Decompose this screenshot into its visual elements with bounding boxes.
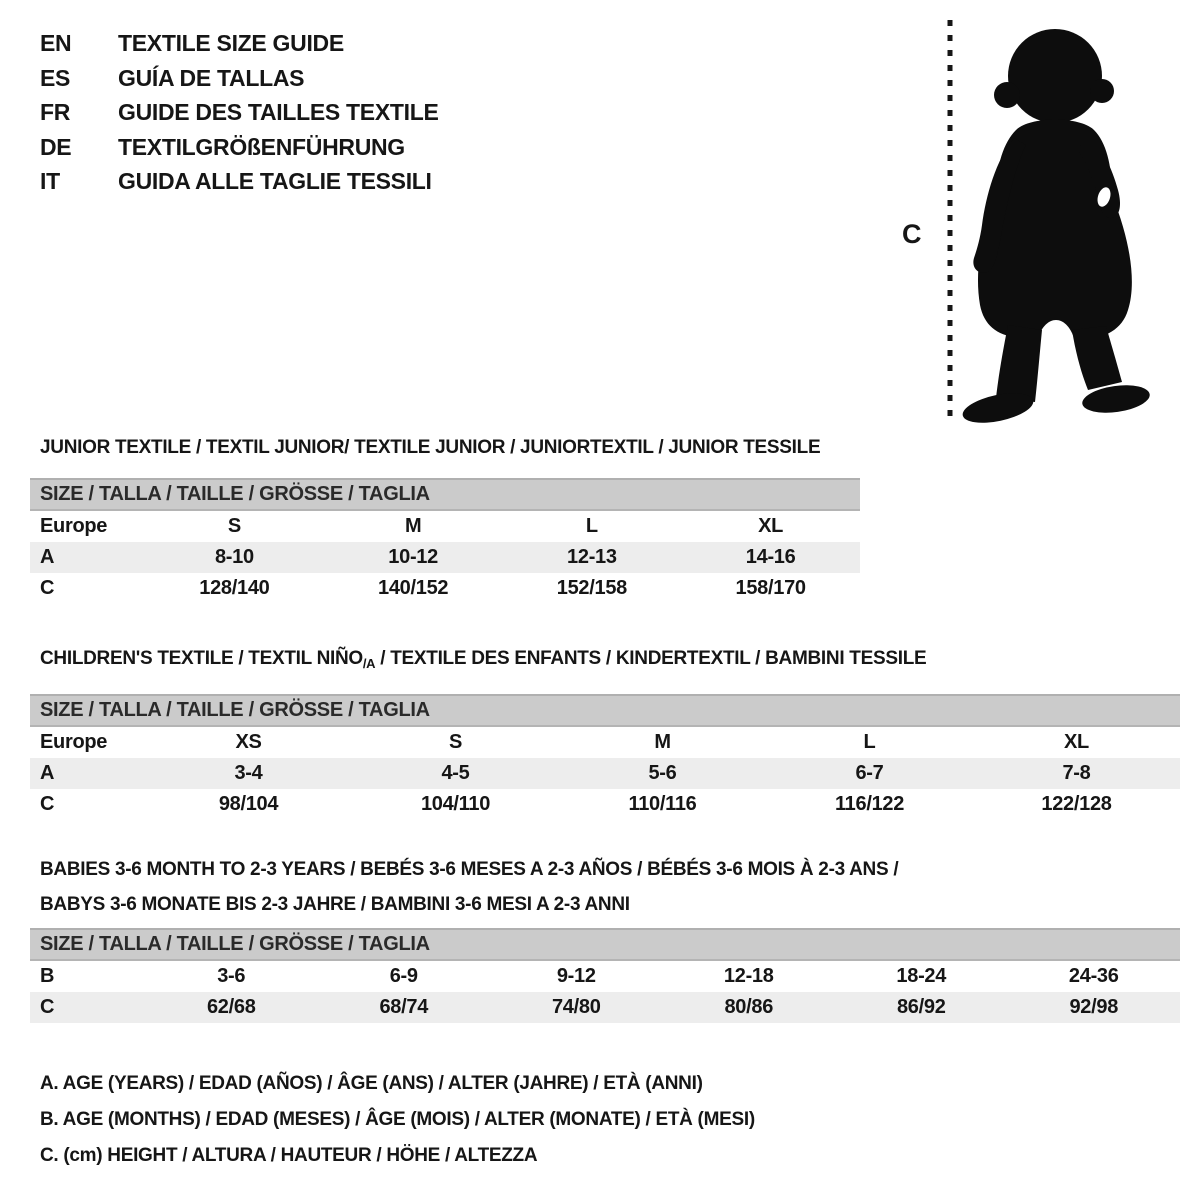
age-cell: 8-10 bbox=[214, 546, 254, 568]
row-label: C bbox=[40, 793, 55, 815]
height-cell: 122/128 bbox=[1041, 793, 1112, 815]
table-row-europe bbox=[30, 511, 860, 542]
age-cell: 6-7 bbox=[855, 762, 884, 784]
table-row-height bbox=[30, 992, 1180, 1023]
height-cell: 92/98 bbox=[1069, 996, 1119, 1018]
footnote-age-months: B. AGE (MONTHS) / EDAD (MESES) / ÂGE (MOIS) / ALTER (MONATE) / ETÀ (MESI) bbox=[40, 1109, 755, 1130]
age-cell: 7-8 bbox=[1062, 762, 1091, 784]
height-cell: 62/68 bbox=[206, 996, 256, 1018]
toddler-body bbox=[960, 29, 1151, 428]
row-label: C bbox=[40, 577, 55, 599]
size-cell: XS bbox=[235, 731, 262, 753]
language-row-en bbox=[40, 26, 439, 61]
language-row-de bbox=[40, 130, 439, 165]
footnote-age-years: A. AGE (YEARS) / EDAD (AÑOS) / ÂGE (ANS) / ALTER (JAHRE) / ETÀ (ANNI) bbox=[40, 1073, 703, 1094]
language-title: GUIDE DES TAILLES TEXTILE bbox=[118, 99, 439, 125]
language-row-it bbox=[40, 164, 439, 199]
language-code: IT bbox=[40, 168, 60, 194]
size-cell: XL bbox=[758, 515, 784, 537]
age-cell: 5-6 bbox=[648, 762, 677, 784]
junior-size-table bbox=[30, 511, 860, 604]
row-label: B bbox=[40, 965, 55, 987]
size-header-bar: SIZE / TALLA / TAILLE / GRÖSSE / TAGLIA bbox=[30, 928, 1180, 961]
height-cell: 140/152 bbox=[378, 577, 449, 599]
age-cell: 12-13 bbox=[567, 546, 617, 568]
height-cell: 158/170 bbox=[735, 577, 806, 599]
language-code: EN bbox=[40, 30, 72, 56]
height-cell: 116/122 bbox=[834, 793, 905, 815]
language-code: DE bbox=[40, 133, 72, 160]
row-label: A bbox=[40, 762, 55, 784]
section-children-textile bbox=[30, 648, 1180, 820]
height-cell: 128/140 bbox=[199, 577, 270, 599]
babies-section-title-line2: BABYS 3-6 MONATE BIS 2-3 JAHRE / BAMBINI 3-6 MESI A 2-3 ANNI bbox=[40, 894, 630, 915]
row-label: C bbox=[40, 996, 55, 1018]
legend-footnotes bbox=[30, 1066, 755, 1174]
section-junior-textile bbox=[30, 437, 860, 604]
row-label: Europe bbox=[40, 731, 108, 753]
row-label: Europe bbox=[40, 515, 108, 537]
age-cell: 24-36 bbox=[1068, 965, 1119, 987]
babies-size-table bbox=[30, 961, 1180, 1023]
size-header-bar: SIZE / TALLA / TAILLE / GRÖSSE / TAGLIA bbox=[30, 478, 860, 511]
babies-section-title-line1: BABIES 3-6 MONTH TO 2-3 YEARS / BEBÉS 3-6 MESES A 2-3 AÑOS / BÉBÉS 3-6 MOIS À 2-3 ANS / bbox=[40, 859, 899, 880]
size-cell: S bbox=[448, 731, 463, 753]
children-title-part2: / TEXTILE DES ENFANTS / KINDERTEXTIL / BAMBINI TESSILE bbox=[375, 648, 927, 669]
age-cell: 14-16 bbox=[745, 546, 796, 568]
size-cell: M bbox=[404, 515, 422, 537]
age-cell: 10-12 bbox=[388, 546, 438, 568]
language-row-es bbox=[40, 61, 439, 96]
height-cell: 86/92 bbox=[896, 996, 946, 1018]
section-babies-textile bbox=[30, 852, 1180, 1023]
row-label: A bbox=[40, 546, 55, 568]
age-cell: 9-12 bbox=[556, 965, 596, 987]
table-row-age bbox=[30, 758, 1180, 789]
height-figure bbox=[890, 0, 1200, 430]
children-title-part1: CHILDREN'S TEXTILE / TEXTIL NIÑO bbox=[40, 648, 363, 669]
table-row-age-months bbox=[30, 961, 1180, 992]
language-title: GUIDA ALLE TAGLIE TESSILI bbox=[118, 168, 432, 194]
language-title: TEXTILGRÖßENFÜHRUNG bbox=[118, 133, 405, 160]
height-measure-label: C bbox=[902, 219, 922, 249]
age-cell: 12-18 bbox=[723, 965, 774, 987]
language-header bbox=[40, 26, 439, 199]
height-cell: 98/104 bbox=[218, 793, 279, 815]
size-cell: M bbox=[654, 731, 671, 753]
age-cell: 6-9 bbox=[389, 965, 418, 987]
language-code: ES bbox=[40, 64, 71, 91]
size-header-bar: SIZE / TALLA / TAILLE / GRÖSSE / TAGLIA bbox=[30, 694, 1180, 727]
children-size-table bbox=[30, 727, 1180, 820]
height-cell: 110/116 bbox=[628, 793, 697, 815]
language-code: FR bbox=[40, 99, 71, 125]
height-cell: 80/86 bbox=[724, 996, 774, 1018]
size-cell: XL bbox=[1064, 731, 1089, 753]
children-title-subscript: /A bbox=[362, 656, 376, 671]
language-row-fr bbox=[40, 95, 439, 130]
height-cell: 104/110 bbox=[420, 793, 491, 815]
height-cell: 74/80 bbox=[551, 996, 601, 1018]
age-cell: 4-5 bbox=[441, 762, 470, 784]
language-title: GUÍA DE TALLAS bbox=[118, 64, 305, 91]
table-row-europe bbox=[30, 727, 1180, 758]
age-cell: 3-4 bbox=[234, 762, 263, 784]
height-cell: 68/74 bbox=[379, 996, 429, 1018]
footnote-height-cm: C. (cm) HEIGHT / ALTURA / HAUTEUR / HÖHE / ALTEZZA bbox=[40, 1145, 538, 1166]
age-cell: 3-6 bbox=[217, 965, 246, 987]
table-row-height bbox=[30, 789, 1180, 820]
table-row-age bbox=[30, 542, 860, 573]
size-cell: L bbox=[585, 515, 598, 537]
junior-section-title: JUNIOR TEXTILE / TEXTIL JUNIOR/ TEXTILE JUNIOR / JUNIORTEXTIL / JUNIOR TESSILE bbox=[40, 437, 821, 458]
language-title: TEXTILE SIZE GUIDE bbox=[118, 30, 344, 56]
age-cell: 18-24 bbox=[896, 965, 947, 987]
size-cell: L bbox=[863, 731, 876, 753]
children-section-title bbox=[30, 648, 1180, 675]
table-row-height bbox=[30, 573, 860, 604]
size-cell: S bbox=[227, 515, 241, 537]
height-cell: 152/158 bbox=[556, 577, 627, 599]
toddler-silhouette-icon bbox=[890, 0, 1200, 430]
